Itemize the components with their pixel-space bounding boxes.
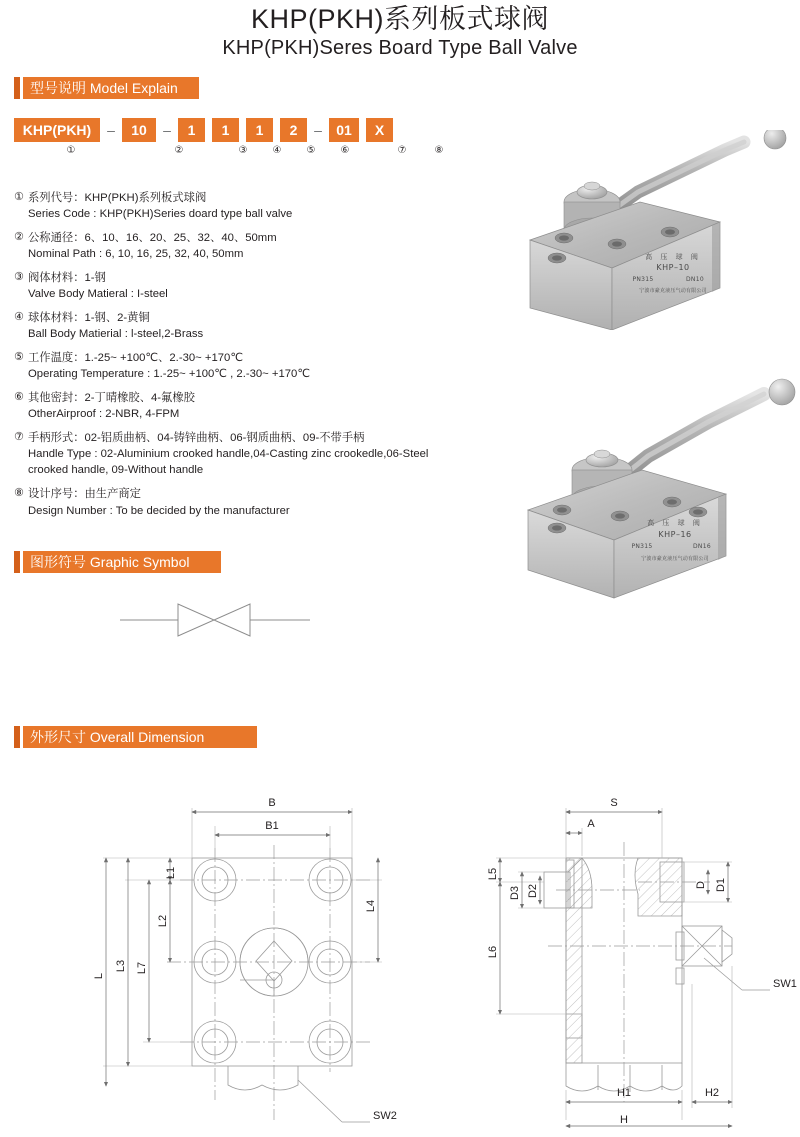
spec-body (28, 486, 444, 518)
plate-pn-2: PN315 (631, 543, 653, 550)
label-SW1: SW1 (773, 978, 797, 990)
spec-item-7 (14, 430, 444, 478)
spec-body (28, 430, 444, 478)
label-H2: H2 (704, 1087, 720, 1099)
handle-ball-2 (769, 379, 795, 405)
spec-item-8 (14, 486, 444, 518)
leader-sw1 (704, 958, 770, 990)
dimension-labels (487, 797, 797, 1126)
extension-lines (103, 808, 382, 1066)
spec-list (14, 190, 444, 527)
model-code-box-4: 1 (212, 118, 239, 142)
label-A: A (587, 818, 595, 830)
bottom-wrench-profile (228, 1066, 298, 1090)
plate-model-1: KHP–10 (656, 263, 690, 272)
label-S: S (610, 797, 618, 809)
plate-company-1: 宁波市豪克液压气动有限公司 (639, 288, 707, 294)
spec-text-en: Valve Body Matieral : I-steel (28, 288, 168, 301)
product-photo-khp-16 (520, 370, 800, 600)
label-L3: L3 (115, 959, 127, 973)
spec-number: ⑤ (14, 351, 24, 364)
label-D1: D1 (715, 877, 727, 893)
model-code-box-1: KHP(PKH) (14, 118, 100, 142)
spec-item-5 (14, 350, 444, 382)
section-header-model-explain (14, 77, 199, 99)
label-B1: B1 (265, 820, 279, 832)
valve-photo-svg-2 (520, 370, 800, 600)
spec-number: ① (14, 191, 24, 203)
spec-body (28, 390, 444, 422)
label-L5: L5 (487, 867, 499, 881)
section-header-label: 图形符号 Graphic Symbol (30, 554, 190, 570)
model-code-box-2: 10 (122, 118, 156, 142)
dim-lines (500, 812, 732, 1126)
section-header-label: 型号说明 Model Explain (30, 80, 178, 96)
page-title-cn: KHP(PKH)系列板式球阀 (250, 4, 549, 34)
handle-ball-1 (764, 130, 786, 149)
spec-number: ⑥ (14, 391, 24, 404)
spec-text-cn: 其他密封：2-丁晴橡胶、4-氟橡胶 (28, 392, 195, 405)
product-photo-khp-10 (520, 130, 800, 330)
spec-text-en: Operating Temperature : 1.-25~ +100℃ , 2.-30~ +170℃ (28, 368, 311, 381)
ball-valve-symbol (120, 600, 310, 645)
model-code-separator-2: – (163, 122, 171, 138)
model-code-row (14, 118, 393, 142)
extension-lines (496, 808, 732, 1120)
spec-text-cn: 手柄形式：02-铝质曲柄、04-铸锌曲柄、06-钢质曲柄、09-不带手柄 (28, 432, 365, 445)
spec-item-3 (14, 270, 444, 302)
model-code-box-7: 01 (329, 118, 359, 142)
code-marker-7: ⑦ (397, 145, 407, 156)
spec-item-6 (14, 390, 444, 422)
label-B: B (268, 797, 276, 809)
spec-text-en: Nominal Path : 6, 10, 16, 25, 32, 40, 50mm (28, 248, 244, 261)
spec-text-cn: 设计序号：由生产商定 (28, 488, 141, 501)
bolt-holes (194, 859, 351, 1063)
spec-body (28, 310, 444, 342)
code-marker-8: ⑧ (434, 145, 444, 156)
drawing-top-view (70, 790, 420, 1137)
label-L4: L4 (365, 899, 377, 913)
dimension-labels (93, 797, 397, 1122)
side-view-svg (460, 790, 800, 1137)
label-SW2: SW2 (373, 1110, 397, 1122)
spec-body (28, 230, 444, 262)
label-H: H (620, 1114, 628, 1126)
symbol-right-triangle (214, 604, 250, 636)
plate-dn-2: DN16 (693, 543, 711, 550)
code-marker-2: ② (174, 145, 184, 156)
valve-symbol-svg (120, 600, 310, 640)
label-D2: D2 (527, 883, 539, 899)
spec-number: ⑦ (14, 431, 24, 444)
plate-title-1: 高 压 球 阀 (645, 253, 701, 261)
spec-number: ④ (14, 311, 24, 324)
spec-number: ③ (14, 271, 24, 284)
spec-number: ② (14, 231, 24, 244)
section-bar-gap (20, 726, 23, 748)
spec-body (28, 270, 444, 302)
spec-text-cn: 阀体材料：1-钢 (28, 272, 106, 285)
plate-company-2: 宁波市豪克液压气动有限公司 (641, 556, 709, 562)
spec-text-cn: 球体材料：1-钢、2-黄铜 (28, 312, 150, 325)
drawing-side-view (460, 790, 800, 1137)
spec-text-cn: 工作温度：1.-25~ +100℃、2.-30~ +170℃ (28, 352, 244, 365)
model-code-box-3: 1 (178, 118, 205, 142)
spec-text-en: Handle Type : 02-Aluminium crooked handle,04-Casting zinc crookedle,06-Steel crooked handle, 09-Without handle (28, 448, 429, 477)
spec-item-1 (14, 190, 444, 222)
code-marker-3: ③ (238, 145, 248, 156)
spec-text-en: OtherAirproof : 2-NBR, 4-FPM (28, 408, 180, 421)
code-marker-4: ④ (272, 145, 282, 156)
model-code-box-8: X (366, 118, 393, 142)
plate-dn-1: DN10 (686, 276, 704, 283)
code-marker-1: ① (66, 145, 76, 156)
symbol-left-triangle (178, 604, 214, 636)
section-bar-gap (20, 77, 23, 99)
page-title-en: KHP(PKH)Seres Board Type Ball Valve (222, 37, 578, 59)
spec-text-cn: 系列代号：KHP(PKH)系列板式球阀 (28, 192, 207, 204)
plate-model-2: KHP–16 (658, 530, 692, 539)
spec-text-en: Design Number : To be decided by the manufacturer (28, 504, 290, 517)
leader-sw2 (298, 1080, 370, 1122)
code-marker-5: ⑤ (306, 145, 316, 156)
spec-text-en: Ball Body Matierial : l-steel,2-Brass (28, 328, 204, 341)
right-port-chamber (635, 858, 682, 916)
plate-pn-1: PN315 (632, 276, 654, 283)
code-marker-6: ⑥ (340, 145, 350, 156)
spec-text-en: Series Code : KHP(PKH)Series doard type ball valve (28, 208, 293, 221)
section-header-label: 外形尺寸 Overall Dimension (30, 729, 205, 745)
section-header-overall-dimension (14, 726, 257, 748)
valve-photo-svg-1 (520, 130, 800, 330)
label-L2: L2 (157, 914, 169, 928)
top-view-svg (70, 790, 420, 1137)
model-code-box-5: 1 (246, 118, 273, 142)
spec-item-2 (14, 230, 444, 262)
spec-body (28, 350, 444, 382)
label-L1: L1 (165, 866, 177, 880)
model-code-separator-3: – (314, 122, 322, 138)
spec-number: ⑧ (14, 487, 24, 500)
label-L: L (93, 972, 105, 980)
label-L7: L7 (136, 961, 148, 975)
section-header-graphic-symbol (14, 551, 221, 573)
spec-body (28, 190, 444, 222)
plate-title-2: 高 压 球 阀 (647, 519, 703, 527)
spec-item-4 (14, 310, 444, 342)
label-D: D (695, 881, 707, 889)
label-L6: L6 (487, 945, 499, 959)
model-code-box-6: 2 (280, 118, 307, 142)
label-D3: D3 (509, 885, 521, 901)
model-code-separator-1: – (107, 122, 115, 138)
section-bar-gap (20, 551, 23, 573)
center-lines (167, 845, 370, 1120)
label-H1: H1 (616, 1087, 632, 1099)
spec-text-cn: 公称通径：6、10、16、20、25、32、40、50mm (28, 232, 277, 245)
